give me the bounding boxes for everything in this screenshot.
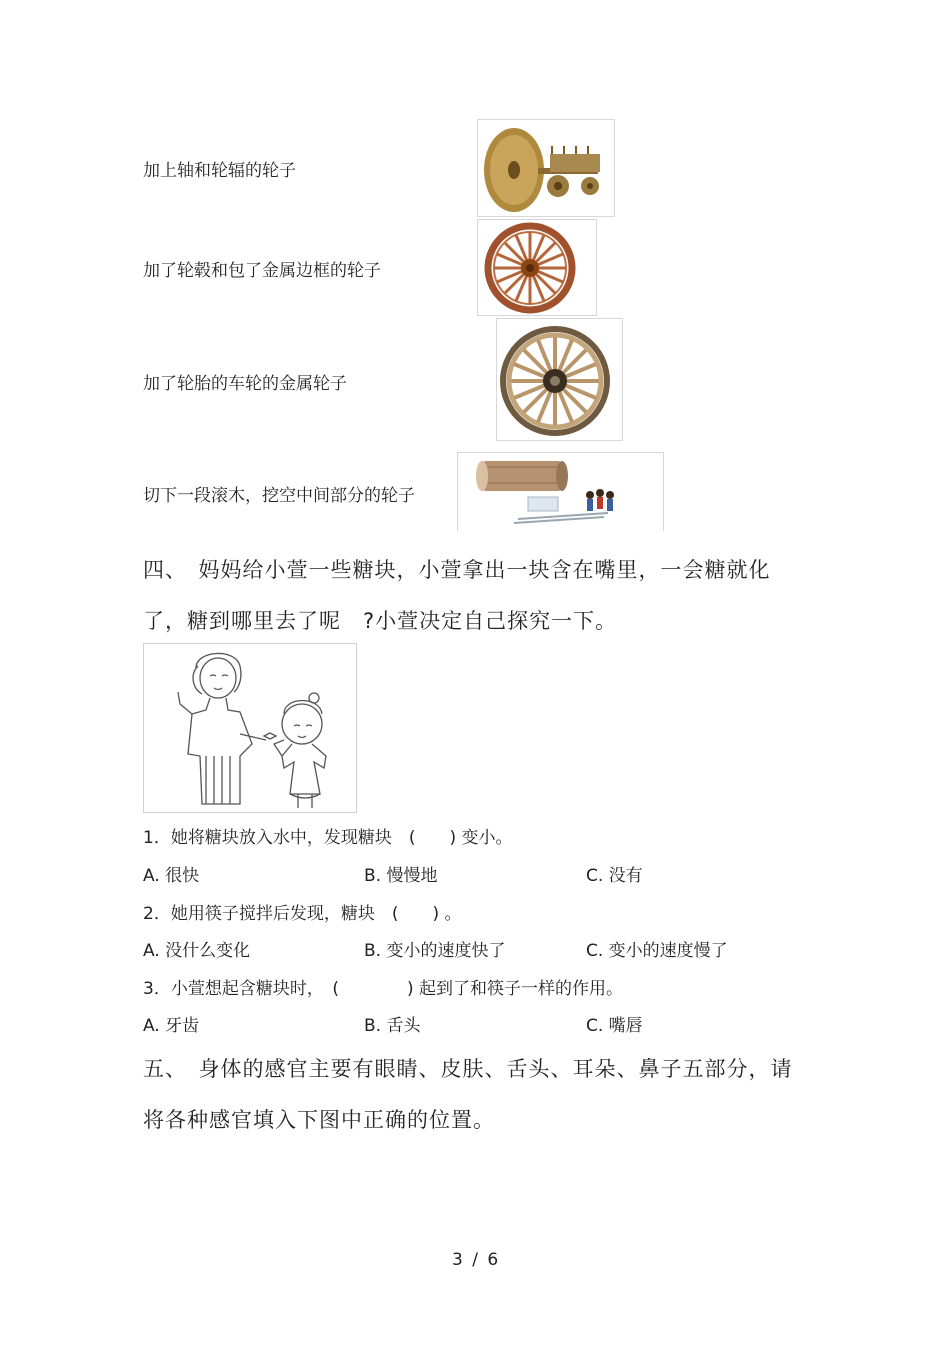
q1-option-c: C. 没有 [586,866,643,886]
question-3: 3．小萱想起含糖块时， ( ) 起到了和筷子一样的作用。 [143,979,623,999]
section-4-line-1: 四、 妈妈给小萱一些糖块，小萱拿出一块含在嘴里，一会糖就化 [143,558,771,582]
q2-option-b: B. 变小的速度快了 [364,941,506,961]
q2-option-a: A. 没什么变化 [143,941,251,961]
question-2: 2．她用筷子搅拌后发现，糖块 ( ) 。 [143,904,462,924]
q3-option-b: B. 舌头 [364,1016,421,1036]
section-5-line-1: 五、 身体的感官主要有眼睛、皮肤、舌头、耳朵、鼻子五部分，请 [143,1057,793,1081]
question-1: 1．她将糖块放入水中，发现糖块 ( ) 变小。 [143,828,513,848]
q2-option-c: C. 变小的速度慢了 [586,941,728,961]
wooden-spoke-wheel-image [477,219,597,316]
metal-rim-wheel-image [496,318,623,441]
wheel-label-1: 加上轴和轮辐的轮子 [143,161,296,181]
mother-and-girl-illustration [143,643,357,813]
q3-option-c: C. 嘴唇 [586,1016,643,1036]
wheel-label-4: 切下一段滚木，挖空中间部分的轮子 [143,486,415,506]
wheel-label-3: 加了轮胎的车轮的金属轮子 [143,374,347,394]
wheel-label-2: 加了轮毂和包了金属边框的轮子 [143,261,381,281]
log-roller-image [457,452,664,531]
section-5-line-2: 将各种感官填入下图中正确的位置。 [143,1108,495,1132]
page-number: 3 / 6 [452,1250,501,1270]
stone-wheel-cart-image [477,119,615,217]
q3-option-a: A. 牙齿 [143,1016,200,1036]
q1-option-b: B. 慢慢地 [364,866,438,886]
q1-option-a: A. 很快 [143,866,200,886]
section-4-line-2: 了，糖到哪里去了呢 ?小萱决定自己探究一下。 [143,609,618,633]
